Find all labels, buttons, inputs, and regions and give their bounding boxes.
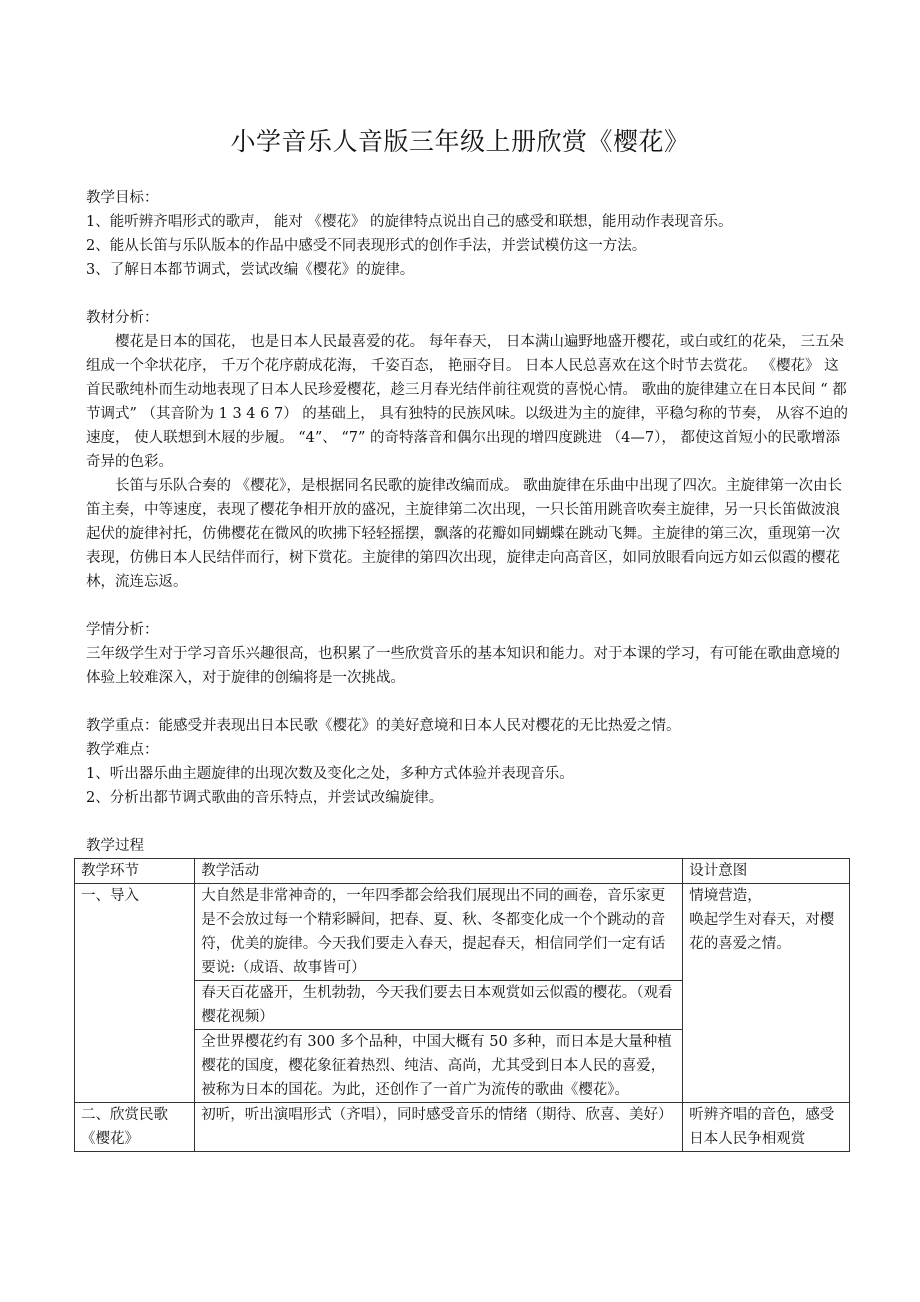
stage-cell: 二、欣赏民歌《樱花》 [75,1103,195,1152]
material-paragraph: 樱花是日本的国花， 也是日本人民最喜爱的花。 每年春天， 日本满山遍野地盛开樱花，或白或红的花朵， 三五朵组成一个伞状花序， 千万个花序蔚成花海， 千姿百态， 艳丽夺目。 日本人民总喜欢在这个时节去赏花。 《樱花》 这首民歌纯朴而生动地表现了日本人民珍爱樱花，趁三月春光结伴前往观赏的喜悦心情。 歌曲的旋律建立在日本民间 “ 都节调式” （其音阶为 1 3 4 6 7） 的基础上， 具有独特的民族风味。以级进为主的旋律，平稳匀称的节奏， 从容不迫的速度， 使人联想到木屐的步履。 “4”、 “7” 的奇特落音和偶尔出现的增四度跳进 （4—7）， 都使这首短小的民歌增添奇异的色彩。 [86,334,849,470]
objective-item: 1、能听辨齐唱形式的歌声， 能对 《樱花》 的旋律特点说出自己的感受和联想，能用动作表现音乐。 [86,214,733,230]
page-title: 小学音乐人音版三年级上册欣赏《樱花》 [230,127,690,156]
document-body [81,186,851,1152]
students-text: 三年级学生对于学习音乐兴趣很高，也积累了一些欣赏音乐的基本知识和能力。对于本课的学习，有可能在歌曲意境的体验上较难深入，对于旋律的创编将是一次挑战。 [86,646,840,686]
process-label: 教学过程 [86,838,144,854]
intent-cell: 情境营造， 唤起学生对春天，对樱花的喜爱之情。 [683,884,850,1103]
header-activity: 教学活动 [195,859,683,884]
activity-item: 大自然是非常神奇的，一年四季都会给我们展现出不同的画卷，音乐家更是不会放过每一个精彩瞬间，把春、夏、秋、冬都变化成一个个跳动的音符，优美的旋律。今天我们要走入春天，提起春天，相信同学们一定有话要说:（成语、故事皆可） [195,884,682,981]
difficulty-item: 1、听出器乐曲主题旋律的出现次数及变化之处，多种方式体验并表现音乐。 [86,766,574,782]
activity-cell [195,884,683,1103]
activity-item: 初听，听出演唱形式（齐唱），同时感受音乐的情绪（期待、欣喜、美好） [201,1107,673,1123]
difficulty-label: 教学难点： [86,742,159,758]
header-intent: 设计意图 [683,859,850,884]
table-row [75,1103,850,1152]
objective-item: 2、能从长笛与乐队版本的作品中感受不同表现形式的创作手法，并尝试模仿这一方法。 [86,238,647,254]
material-label: 教材分析： [86,310,159,326]
process-table [74,858,850,1152]
table-row [75,884,850,1103]
table-header-row [75,859,850,884]
stage-cell: 一、导入 [75,884,195,1103]
intent-cell: 听辨齐唱的音色，感受日本人民争相观赏 [683,1103,850,1152]
activity-item: 春天百花盛开，生机勃勃，今天我们要去日本观赏如云似霞的樱花。（观看樱花视频） [195,981,682,1030]
objective-item: 3、了解日本都节调式，尝试改编《樱花》的旋律。 [86,262,415,278]
material-paragraph: 长笛与乐队合奏的 《樱花》，是根据同名民歌的旋律改编而成。 歌曲旋律在乐曲中出现了四次。主旋律第一次由长笛主奏，中等速度，表现了樱花争相开放的盛况，主旋律第二次出现，一只长笛用跳音吹奏主旋律，另一只长笛做波浪起伏的旋律衬托，仿佛樱花在微风的吹拂下轻轻摇摆，飘落的花瓣如同蝴蝶在跳动飞舞。主旋律的第三次，重现第一次表现，仿佛日本人民结伴而行，树下赏花。主旋律的第四次出现，旋律走向高音区，如同放眼看向远方如云似霞的樱花林，流连忘返。 [86,478,842,590]
activity-item: 全世界樱花约有 300 多个品种，中国大概有 50 多种，而日本是大量种植樱花的国度，樱花象征着热烈、纯洁、高尚，尤其受到日本人民的喜爱，被称为日本的国花。为此，还创作了一首广为流传的歌曲《樱花》。 [201,1034,672,1098]
objectives-label: 教学目标： [86,190,159,206]
difficulty-item: 2、分析出都节调式歌曲的音乐特点，并尝试改编旋律。 [86,790,444,806]
activity-cell [195,1103,683,1152]
header-stage: 教学环节 [75,859,195,884]
key-point: 教学重点：能感受并表现出日本民歌《樱花》的美好意境和日本人民对樱花的无比热爱之情。 [86,718,681,734]
students-label: 学情分析： [86,622,159,638]
